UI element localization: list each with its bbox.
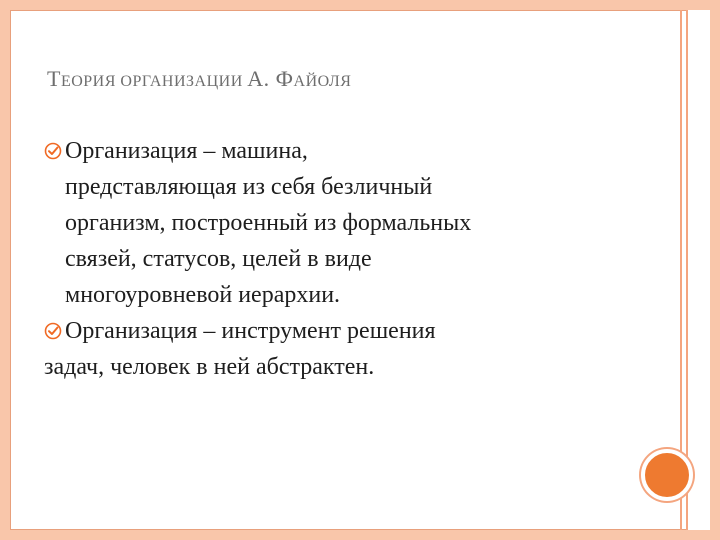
bullet-line: задач, человек в ней абстрактен. (44, 354, 375, 380)
bullet-item (44, 313, 644, 385)
bullet-line: представляющая из себя безличный (65, 174, 433, 200)
frame-line-top (10, 10, 710, 11)
bullet-line: многоуровневой иерархии. (65, 282, 341, 308)
bullet-item (44, 133, 644, 313)
bullet-line: связей, статусов, целей в виде (65, 246, 372, 272)
checkmark-circle-icon (44, 142, 62, 160)
bullet-line: организм, построенный из формальных (65, 210, 472, 236)
slide-title (47, 57, 351, 94)
bullet-line: Организация – машина, (65, 138, 308, 164)
frame-right-band (688, 10, 710, 530)
frame-line-left (10, 10, 11, 530)
frame-line-bottom (10, 529, 710, 530)
orange-circle-icon (641, 449, 693, 501)
bullet-line: Организация – инструмент решения (65, 318, 436, 344)
title-initial-1: Т (47, 66, 61, 91)
title-initial-3: Ф (275, 66, 294, 91)
title-initial-2: А. (247, 66, 276, 91)
frame-line-right-outer (686, 10, 688, 530)
checkmark-circle-icon (44, 322, 62, 340)
title-text-3: АЙОЛЯ (293, 73, 352, 90)
title-text-1: ЕОРИЯ ОРГАНИЗАЦИИ (60, 73, 248, 90)
bullet-list (44, 133, 644, 385)
